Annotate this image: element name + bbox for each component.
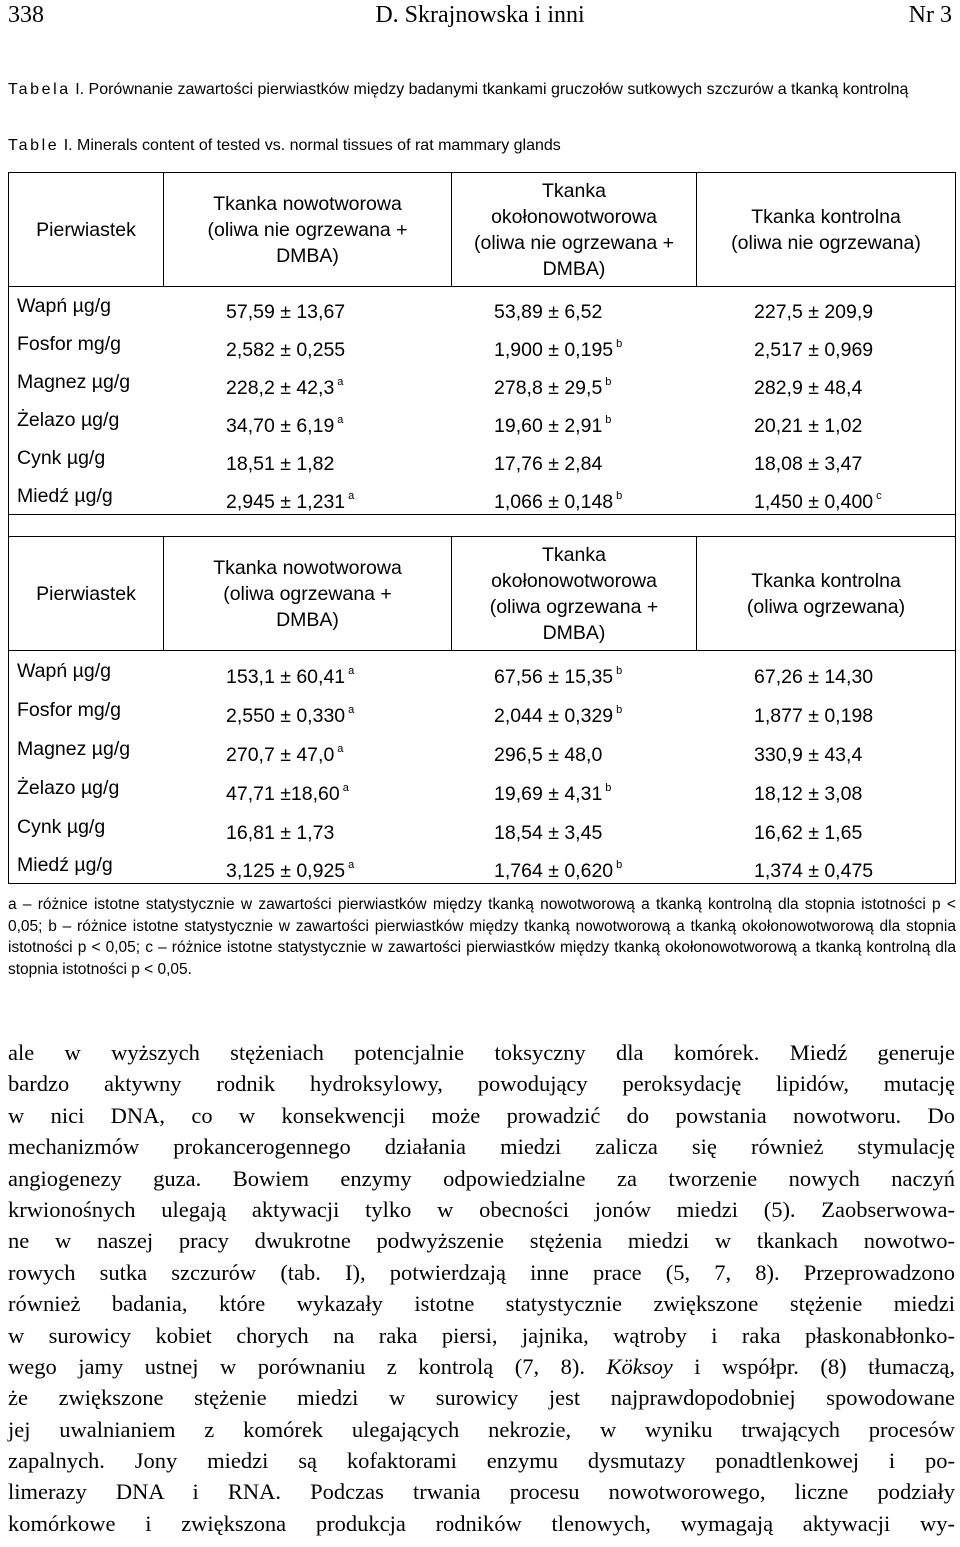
value-peritumor: 17,76 ± 2,84: [494, 453, 603, 475]
text-line: limerazy DNA i RNA. Podczas trwania procesu nowotworowego, liczne podziały: [8, 1479, 955, 1505]
header-peritumor: Tkanka okołonowotworowa (oliwa ogrzewana + DMBA): [489, 543, 659, 644]
value-control: 20,21 ± 1,02: [754, 415, 863, 437]
text-line: angiogenezy guza. Bowiem enzymy odpowiedzialne za tworzenie nowych naczyń: [8, 1165, 955, 1191]
running-head: [0, 0, 960, 34]
header-element: Pierwiastek: [36, 582, 136, 605]
row-element: Cynk µg/g: [17, 447, 106, 469]
value-peritumor: 1,066 ± 0,148 $^b$: [494, 490, 623, 513]
value-peritumor: 1,900 ± 0,195 $^b$: [494, 338, 623, 361]
text-line: zapalnych. Jony miedzi są kofaktorami enzymu dysmutazy ponadtlenkowej i po-: [8, 1448, 955, 1474]
value-peritumor: 67,56 ± 15,35 $^b$: [494, 665, 623, 688]
table-row: [9, 287, 955, 325]
table-row: [9, 730, 955, 768]
value-control: 67,26 ± 14,30: [754, 666, 874, 688]
text-line: że zwiększone stężenie miedzi w surowicy jest najprawdopodobniej spowodowane: [8, 1385, 955, 1411]
body-paragraph: [8, 1037, 955, 1539]
value-control: 1,374 ± 0,475: [754, 860, 874, 882]
text-line: również badania, które wykazały istotne statystycznie zwiększone stężenie miedzi: [8, 1291, 955, 1317]
table-row: [9, 439, 955, 477]
value-control: 1,450 ± 0,400 $^c$: [754, 490, 882, 513]
row-element: Fosfor mg/g: [17, 333, 122, 355]
header-peritumor: Tkanka okołonowotworowa (oliwa nie ogrzewana + DMBA): [474, 179, 674, 280]
value-tumor: 228,2 ± 42,3 $^a$: [226, 376, 344, 399]
value-tumor: 2,550 ± 0,330 $^a$: [226, 704, 355, 727]
value-tumor: 34,70 ± 6,19 $^a$: [226, 414, 344, 437]
page-number: 338: [8, 2, 44, 28]
caption-label-pl: Tabela: [8, 81, 71, 98]
row-element: Żelazo µg/g: [17, 409, 120, 431]
author-name-italic: Köksoy: [606, 1353, 673, 1379]
table-row: [9, 846, 955, 884]
caption-label-en: Table: [8, 137, 60, 154]
value-peritumor: 19,69 ± 4,31 $^b$: [494, 782, 612, 805]
caption-text-pl: I. Porównanie zawartości pierwiastków między badanymi tkankami gruczołów sutkowych szczurów a tkanką kontrolną: [70, 81, 909, 98]
text-line: krwionośnych ulegają aktywacji tylko w obecności jonów miedzi (5). Zaobserwowa-: [8, 1196, 955, 1222]
value-tumor: 16,81 ± 1,73: [226, 822, 335, 844]
table-caption-en: [8, 136, 958, 155]
row-element: Magnez µg/g: [17, 371, 131, 393]
caption-text-en: I. Minerals content of tested vs. normal tissues of rat mammary glands: [59, 137, 561, 154]
text-line: komórkowe i zwiększona produkcja rodników tlenowych, wymagają aktywacji wy-: [8, 1510, 955, 1536]
table-row: [9, 401, 955, 439]
table-row: [9, 363, 955, 401]
value-tumor: 270,7 ± 47,0 $^a$: [226, 743, 344, 766]
table-row: [9, 808, 955, 846]
row-element: Miedź µg/g: [17, 854, 113, 876]
table-row: [9, 652, 955, 690]
table-row: [9, 325, 955, 363]
header-control: Tkanka kontrolna (oliwa ogrzewana): [746, 569, 906, 618]
value-peritumor: 19,60 ± 2,91 $^b$: [494, 414, 612, 437]
value-control: 1,877 ± 0,198: [754, 705, 874, 727]
value-control: 18,12 ± 3,08: [754, 783, 863, 805]
value-peritumor: 1,764 ± 0,620 $^b$: [494, 859, 623, 882]
row-element: Fosfor mg/g: [17, 699, 122, 721]
value-peritumor: 278,8 ± 29,5 $^b$: [494, 376, 612, 399]
header-element: Pierwiastek: [36, 218, 136, 241]
row-element: Żelazo µg/g: [17, 777, 120, 799]
table-row: [9, 477, 955, 515]
value-tumor: 2,945 ± 1,231 $^a$: [226, 490, 355, 513]
value-peritumor: 2,044 ± 0,329 $^b$: [494, 704, 623, 727]
value-tumor: 18,51 ± 1,82: [226, 453, 335, 475]
running-authors: D. Skrajnowska i inni: [375, 2, 585, 28]
value-control: 2,517 ± 0,969: [754, 339, 874, 361]
header-tumor: Tkanka nowotworowa (oliwa nie ogrzewana + DMBA): [207, 192, 408, 267]
table-caption-pl: [8, 80, 958, 99]
value-control: 282,9 ± 48,4: [754, 377, 863, 399]
table-footnote: a – różnice istotne statystycznie w zawartości pierwiastków między tkanką nowotworową a tkanką kontrolną dla stopnia istotności p < 0,05; b – różnice istotne statystycznie w zawartości pierwiastków między tkanką nowotworową a tkanką okołonowotworową dla stopnia istotności p < 0,05; c – różnice istotne statystycznie w zawartości pierwiastków między tkanką okołonowotworową a tkanką kontrolną dla stopnia istotności p < 0,05.: [8, 896, 956, 978]
text-line: mechanizmów prokancerogennego działania miedzi zalicza się również stymulację: [8, 1134, 955, 1160]
value-peritumor: 18,54 ± 3,45: [494, 822, 603, 844]
table-row: [9, 769, 955, 807]
value-control: 16,62 ± 1,65: [754, 822, 863, 844]
text-line: ale w wyższych stężeniach potencjalnie toksyczny dla komórek. Miedź generuje: [8, 1040, 955, 1065]
text-line: bardzo aktywny rodnik hydroksylowy, powodujący peroksydację lipidów, mutację: [8, 1071, 955, 1097]
text-line: ne w naszej pracy dwukrotne podwyższenie stężenia miedzi w tkankach nowotwo-: [8, 1228, 955, 1254]
value-tumor: 3,125 ± 0,925 $^a$: [226, 859, 355, 882]
issue-number: Nr 3: [908, 2, 952, 28]
row-element: Wapń µg/g: [17, 295, 111, 317]
value-control: 330,9 ± 43,4: [754, 744, 863, 766]
value-control: 18,08 ± 3,47: [754, 453, 863, 475]
header-tumor: Tkanka nowotworowa (oliwa ogrzewana + DMBA): [213, 556, 402, 631]
value-control: 227,5 ± 209,9: [754, 301, 874, 323]
text-line: w nici DNA, co w konsekwencji może prowadzić do powstania nowotworu. Do: [8, 1102, 955, 1128]
row-element: Miedź µg/g: [17, 485, 113, 507]
value-peritumor: 53,89 ± 6,52: [494, 301, 603, 323]
value-tumor: 153,1 ± 60,41 $^a$: [226, 665, 355, 688]
text-line: w surowicy kobiet chorych na raka piersi, jajnika, wątroby i raka płaskonabłonko-: [8, 1322, 955, 1348]
text-line: jej uwalnianiem z komórek ulegających nekrozie, w wyniku trwających procesów: [8, 1416, 955, 1442]
row-element: Magnez µg/g: [17, 738, 131, 760]
header-control: Tkanka kontrolna (oliwa nie ogrzewana): [731, 205, 921, 254]
text-line: rowych sutka szczurów (tab. I), potwierdzają inne prace (5, 7, 8). Przeprowadzono: [8, 1259, 955, 1285]
minerals-table: [8, 172, 956, 884]
value-peritumor: 296,5 ± 48,0: [494, 744, 603, 766]
row-element: Cynk µg/g: [17, 816, 106, 838]
row-element: Wapń µg/g: [17, 660, 111, 682]
table-row: [9, 691, 955, 729]
value-tumor: 57,59 ± 13,67: [226, 301, 346, 323]
table-rule: [9, 650, 955, 651]
value-tumor: 47,71 ±18,60 $^a$: [226, 782, 349, 805]
value-tumor: 2,582 ± 0,255: [226, 339, 346, 361]
text-line: wego jamy ustnej w porównaniu z kontrolą (7, 8). Köksoy i współpr. (8) tłumaczą,: [8, 1353, 956, 1379]
